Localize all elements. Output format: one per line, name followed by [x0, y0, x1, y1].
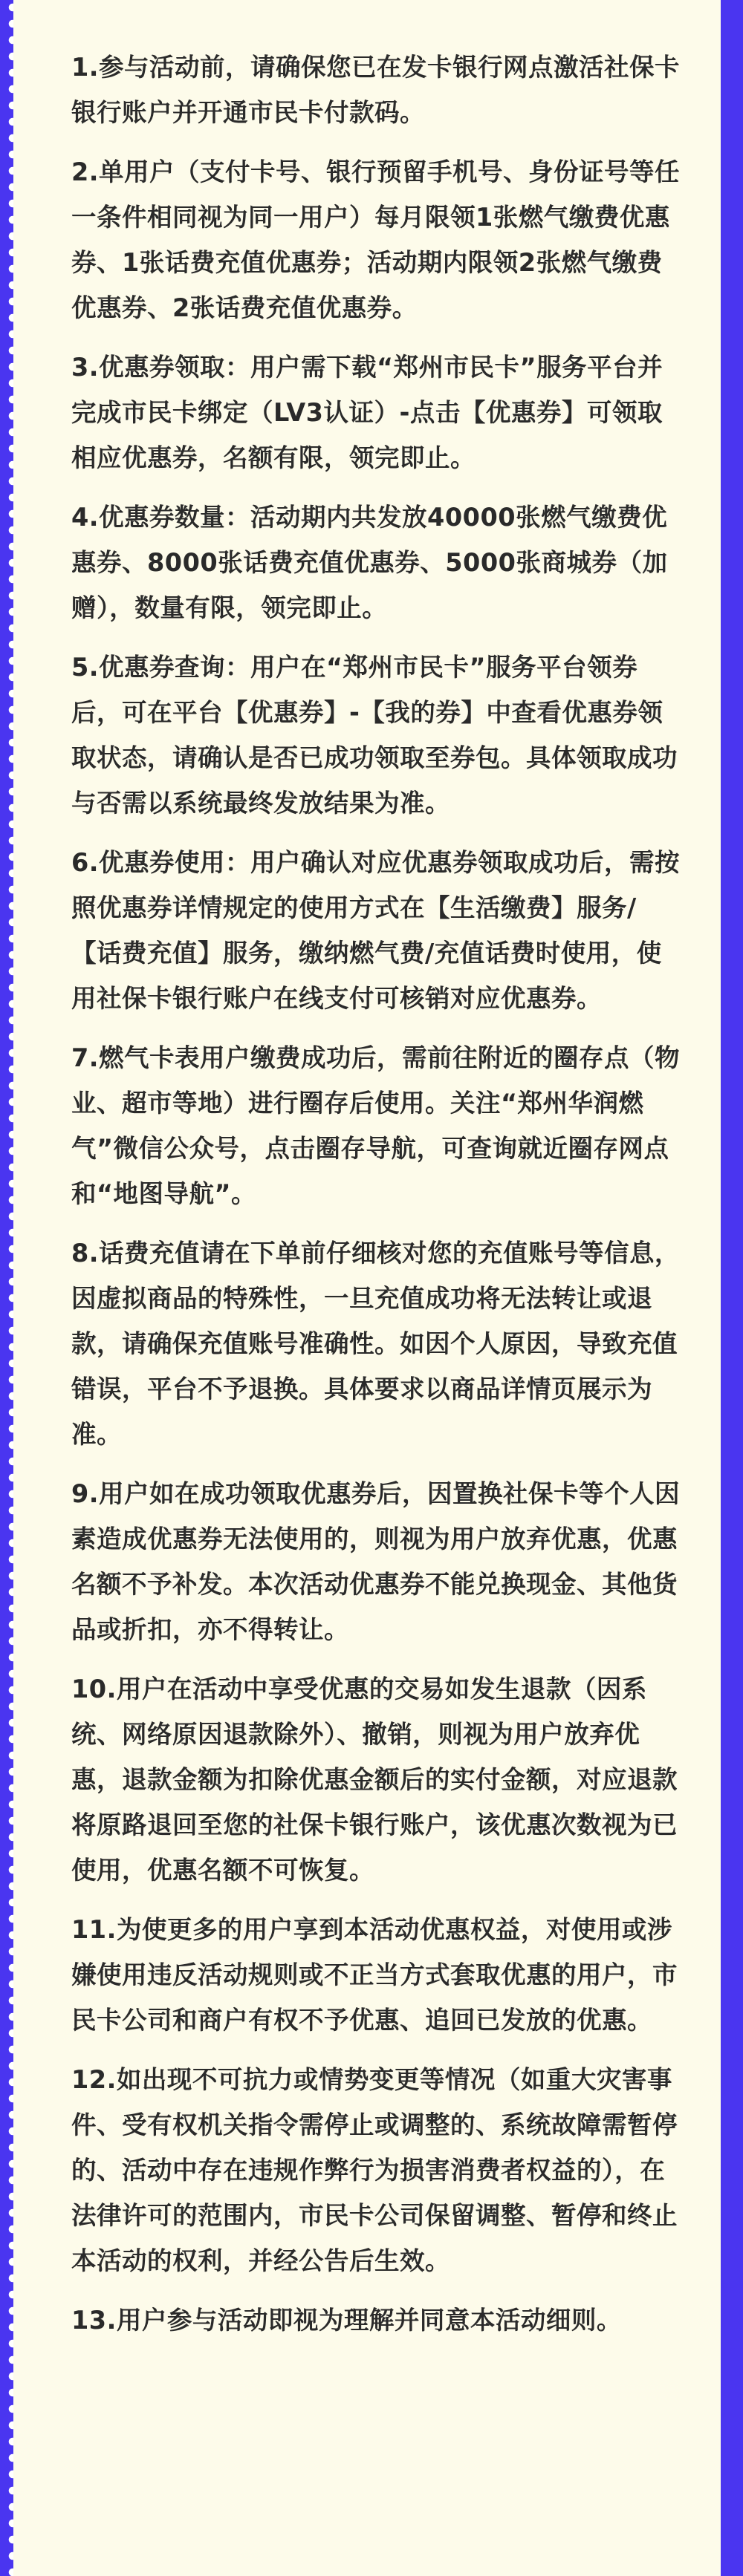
rule-item: 11.为使更多的用户享到本活动优惠权益，对使用或涉嫌使用违反活动规则或不正当方式套取优惠的用户，市民卡公司和商户有权不予优惠、追回已发放的优惠。: [71, 1915, 678, 2035]
rule-item: 6.优惠券使用：用户确认对应优惠券领取成功后，需按照优惠券详情规定的使用方式在【生活缴费】服务/【话费充值】服务，缴纳燃气费/充值话费时使用，使用社保卡银行账户在线支付可核销对应优惠券。: [71, 848, 681, 1013]
rule-item: 8.话费充值请在下单前仔细核对您的充值账号等信息，因虚拟商品的特殊性，一旦充值成功将无法转让或退款，请确保充值账号准确性。如因个人原因，导致充值错误，平台不予退换。具体要求以商品详情页展示为准。: [71, 1239, 681, 1449]
rule-item: 7.燃气卡表用户缴费成功后，需前往附近的圈存点（物业、超市等地）进行圈存后使用。关注“郑州华润燃气”微信公众号，点击圈存导航，可查询就近圈存网点和“地图导航”。: [71, 1043, 681, 1208]
right-border: [721, 0, 743, 2576]
rule-item: 2.单用户（支付卡号、银行预留手机号、身份证号等任一条件相同视为同一用户）每月限领1张燃气缴费优惠券、1张话费充值优惠券；活动期内限领2张燃气缴费优惠券、2张话费充值优惠券。: [71, 157, 681, 322]
rule-item: 12.如出现不可抗力或情势变更等情况（如重大灾害事件、受有权机关指令需停止或调整的、系统故障需暂停的、活动中存在违规作弊行为损害消费者权益的），在法律许可的范围内，市民卡公司保留调整、暂停和终止本活动的权利，并经公告后生效。: [71, 2065, 678, 2275]
left-perforated-border: [0, 0, 13, 2576]
rule-item: 13.用户参与活动即视为理解并同意本活动细则。: [71, 2306, 622, 2335]
rule-item: 4.优惠券数量：活动期内共发放40000张燃气缴费优惠券、8000张话费充值优惠券、5000张商城券（加赠），数量有限，领完即止。: [71, 503, 668, 622]
rule-item: 3.优惠券领取：用户需下载“郑州市民卡”服务平台并完成市民卡绑定（LV3认证）-点击【优惠券】可领取相应优惠券，名额有限，领完即止。: [71, 353, 663, 472]
rules-list: [71, 45, 685, 2343]
rule-item: 10.用户在活动中享受优惠的交易如发生退款（因系统、网络原因退款除外）、撤销，则视为用户放弃优惠，退款金额为扣除优惠金额后的实付金额，对应退款将原路退回至您的社保卡银行账户，该优惠次数视为已使用，优惠名额不可恢复。: [71, 1675, 678, 1885]
rule-item: 9.用户如在成功领取优惠券后，因置换社保卡等个人因素造成优惠券无法使用的，则视为用户放弃优惠，优惠名额不予补发。本次活动优惠券不能兑换现金、其他货品或折扣，亦不得转让。: [71, 1479, 681, 1644]
rule-item: 5.优惠券查询：用户在“郑州市民卡”服务平台领券后，可在平台【优惠券】-【我的券】中查看优惠券领取状态，请确认是否已成功领取至券包。具体领取成功与否需以系统最终发放结果为准。: [71, 653, 678, 818]
rule-item: 1.参与活动前，请确保您已在发卡银行网点激活社保卡银行账户并开通市民卡付款码。: [71, 53, 681, 127]
rules-card: [13, 0, 721, 2576]
